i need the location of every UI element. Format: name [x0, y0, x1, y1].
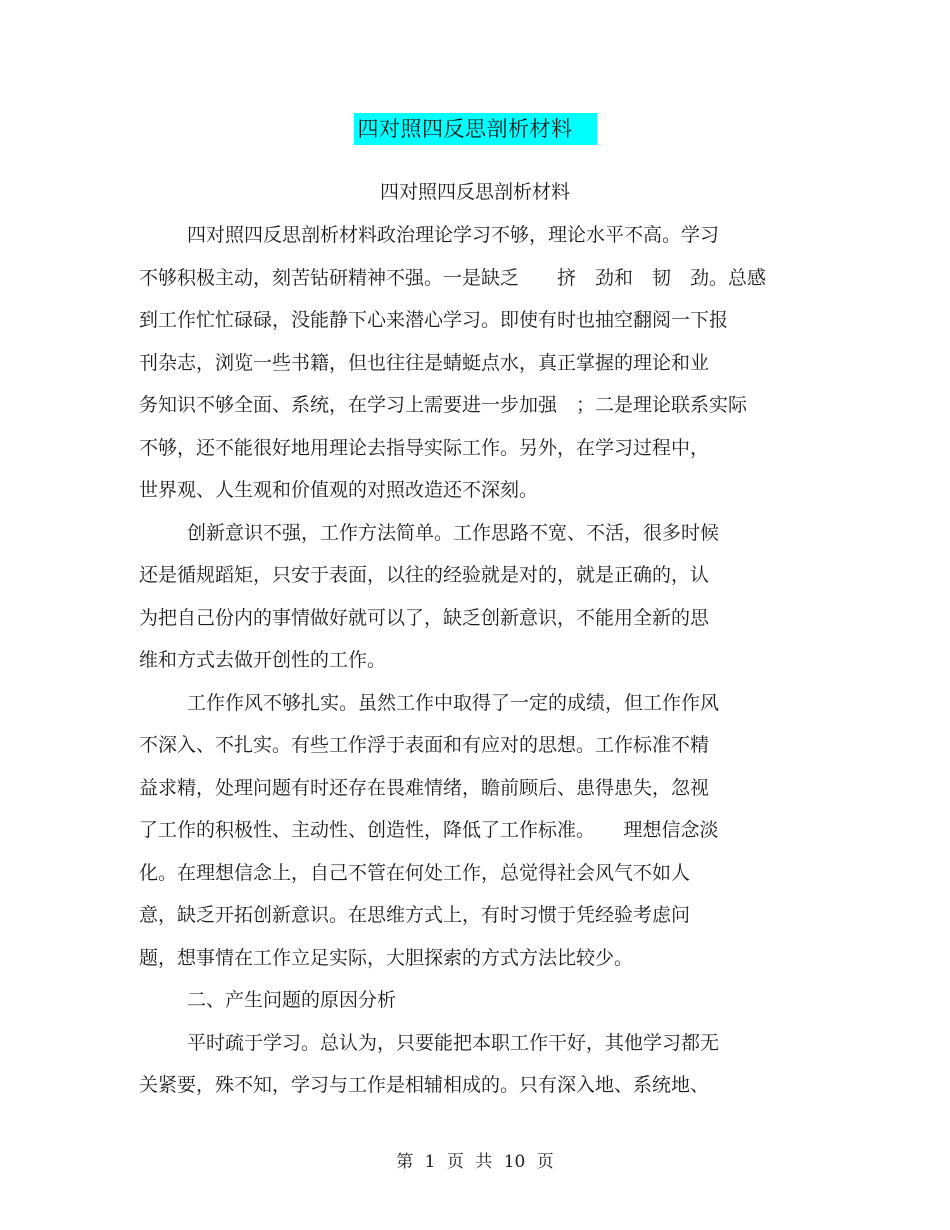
body-line: 为把自己份内的事情做好就可以了，缺乏创新意识，不能用全新的思	[139, 606, 710, 629]
body-line: 创新意识不强，工作方法简单。工作思路不宽、不活，很多时候	[187, 521, 720, 544]
document-body	[139, 219, 819, 1112]
body-line: 世界观、人生观和价值观的对照改造还不深刻。	[139, 479, 539, 501]
body-line: 维和方式去做开创性的工作。	[139, 649, 387, 671]
body-line: 还是循规蹈矩，只安于表面，以往的经验就是对的，就是正确的，认	[139, 564, 710, 586]
body-line: 益求精，处理问题有时还存在畏难情绪，瞻前顾后、患得患失，忽视	[139, 776, 710, 799]
body-line: 题，想事情在工作立足实际，大胆探索的方式方法比较少。	[139, 946, 634, 969]
body-line: 二、产生问题的原因分析	[187, 989, 397, 1011]
body-line: 不够，还不能很好地用理论去指导实际工作。另外，在学习过程中，	[139, 436, 710, 459]
body-line: 化。在理想信念上，自己不管在何处工作，总觉得社会风气不如人	[139, 861, 691, 884]
body-line: 不够积极主动，刻苦钻研精神不强。一是缺乏 挤 劲和 韧 劲。总感	[139, 266, 767, 289]
body-line: 意，缺乏开拓创新意识。在思维方式上，有时习惯于凭经验考虑问	[139, 904, 691, 926]
title-container	[0, 113, 950, 145]
body-line: 不深入、不扎实。有些工作浮于表面和有应对的思想。工作标准不精	[139, 734, 710, 756]
body-line: 刊杂志，浏览一些书籍，但也往往是蜻蜓点水，真正掌握的理论和业	[139, 351, 710, 374]
document-title: 四对照四反思剖析材料	[354, 113, 597, 145]
page-footer: 第 1 页 共 10 页	[396, 1152, 554, 1172]
body-line: 平时疏于学习。总认为，只要能把本职工作干好，其他学习都无	[187, 1031, 720, 1054]
body-line: 了工作的积极性、主动性、创造性，降低了工作标准。 理想信念淡	[139, 819, 719, 841]
body-line: 工作作风不够扎实。虽然工作中取得了一定的成绩，但工作作风	[187, 691, 720, 714]
body-line: 务知识不够全面、系统，在学习上需要进一步加强 ；二是理论联系实际	[139, 394, 748, 416]
body-line: 关紧要，殊不知，学习与工作是相辅相成的。只有深入地、系统地、	[139, 1074, 710, 1096]
body-line: 到工作忙忙碌碌，没能静下心来潜心学习。即使有时也抽空翻阅一下报	[139, 309, 729, 331]
document-subtitle: 四对照四反思剖析材料	[379, 181, 570, 203]
body-line: 四对照四反思剖析材料政治理论学习不够，理论水平不高。学习	[187, 224, 720, 246]
